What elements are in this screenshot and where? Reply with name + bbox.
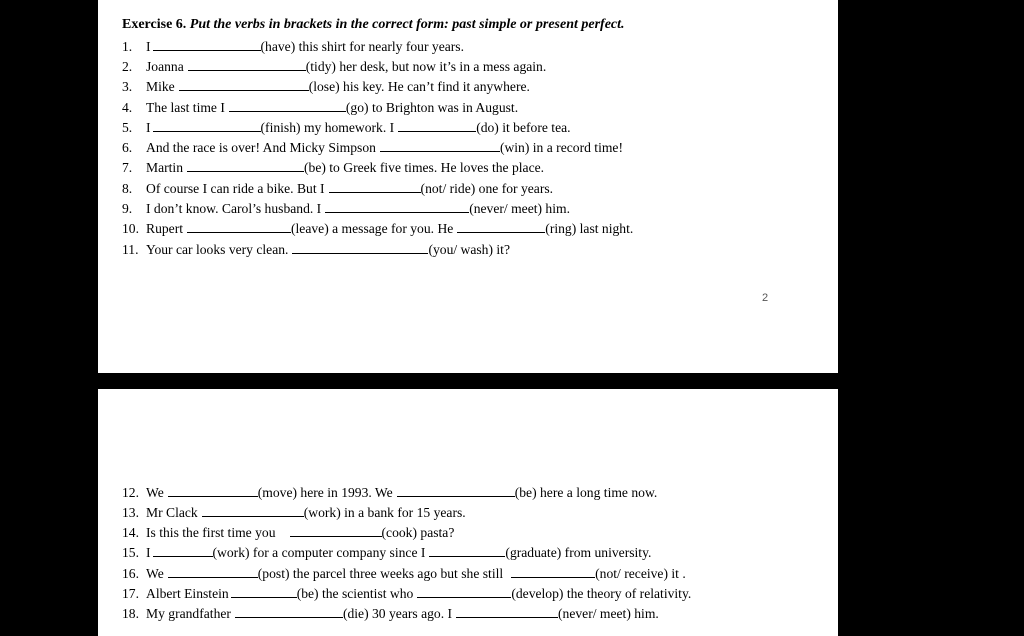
answer-blank[interactable] bbox=[429, 543, 505, 557]
answer-blank[interactable] bbox=[456, 604, 558, 618]
page-number: 2 bbox=[762, 292, 769, 304]
answer-blank[interactable] bbox=[153, 543, 213, 557]
answer-blank[interactable] bbox=[235, 604, 343, 618]
exercise-item-9: 9. I don’t know. Carol’s husband. I (never/ meet) him. bbox=[122, 201, 570, 216]
exercise-item-5: 5. I (finish) my homework. I (do) it before tea. bbox=[122, 120, 571, 135]
exercise-item-8: 8. Of course I can ride a bike. But I (not/ ride) one for years. bbox=[122, 181, 554, 196]
exercise-label: Exercise 6. bbox=[122, 17, 187, 32]
answer-blank[interactable] bbox=[179, 77, 309, 91]
answer-blank[interactable] bbox=[168, 483, 258, 497]
answer-blank[interactable] bbox=[187, 219, 291, 233]
exercise-item-6: 6. And the race is over! And Micky Simpson (win) in a record time! bbox=[122, 140, 623, 155]
answer-blank[interactable] bbox=[325, 199, 469, 213]
worksheet-page-1 bbox=[98, 0, 838, 373]
exercise-item-2: 2. Joanna (tidy) her desk, but now it’s in a mess again. bbox=[122, 59, 547, 74]
exercise-item-13: 13. Mr Clack (work) in a bank for 15 years. bbox=[122, 505, 466, 520]
exercise-item-11: 11. Your car looks very clean. (you/ wash) it? bbox=[122, 242, 510, 257]
answer-blank[interactable] bbox=[511, 564, 595, 578]
answer-blank[interactable] bbox=[202, 503, 304, 517]
answer-blank[interactable] bbox=[187, 158, 304, 172]
exercise-item-7: 7. Martin (be) to Greek five times. He loves the place. bbox=[122, 160, 545, 175]
answer-blank[interactable] bbox=[153, 37, 261, 51]
answer-blank[interactable] bbox=[457, 219, 545, 233]
exercise-item-4: 4. The last time I (go) to Brighton was in August. bbox=[122, 100, 519, 115]
exercise-item-18: 18. My grandfather (die) 30 years ago. I (never/ meet) him. bbox=[122, 606, 659, 621]
answer-blank[interactable] bbox=[168, 564, 258, 578]
exercise-title bbox=[122, 17, 625, 33]
worksheet-page-2 bbox=[98, 389, 838, 636]
exercise-item-10: 10. Rupert (leave) a message for you. He (ring) last night. bbox=[122, 221, 634, 236]
answer-blank[interactable] bbox=[290, 523, 382, 537]
exercise-item-1: 1. I (have) this shirt for nearly four years. bbox=[122, 39, 464, 54]
exercise-item-14: 14. Is this the first time you (cook) pasta? bbox=[122, 525, 455, 540]
answer-blank[interactable] bbox=[292, 240, 428, 254]
answer-blank[interactable] bbox=[397, 483, 515, 497]
exercise-item-12: 12. We (move) here in 1993. We (be) here a long time now. bbox=[122, 485, 658, 500]
answer-blank[interactable] bbox=[231, 584, 297, 598]
exercise-item-3: 3. Mike (lose) his key. He can’t find it anywhere. bbox=[122, 79, 530, 94]
answer-blank[interactable] bbox=[417, 584, 511, 598]
answer-blank[interactable] bbox=[398, 118, 476, 132]
exercise-item-16: 16. We (post) the parcel three weeks ago but she still (not/ receive) it . bbox=[122, 566, 686, 581]
answer-blank[interactable] bbox=[380, 138, 500, 152]
exercise-instruction: Put the verbs in brackets in the correct form: past simple or present perfect. bbox=[189, 17, 625, 32]
exercise-item-17: 17. Albert Einstein (be) the scientist who (develop) the theory of relativity. bbox=[122, 586, 692, 601]
answer-blank[interactable] bbox=[229, 98, 346, 112]
answer-blank[interactable] bbox=[153, 118, 261, 132]
answer-blank[interactable] bbox=[188, 57, 306, 71]
exercise-item-15: 15. I (work) for a computer company since I (graduate) from university. bbox=[122, 545, 652, 560]
answer-blank[interactable] bbox=[329, 179, 421, 193]
